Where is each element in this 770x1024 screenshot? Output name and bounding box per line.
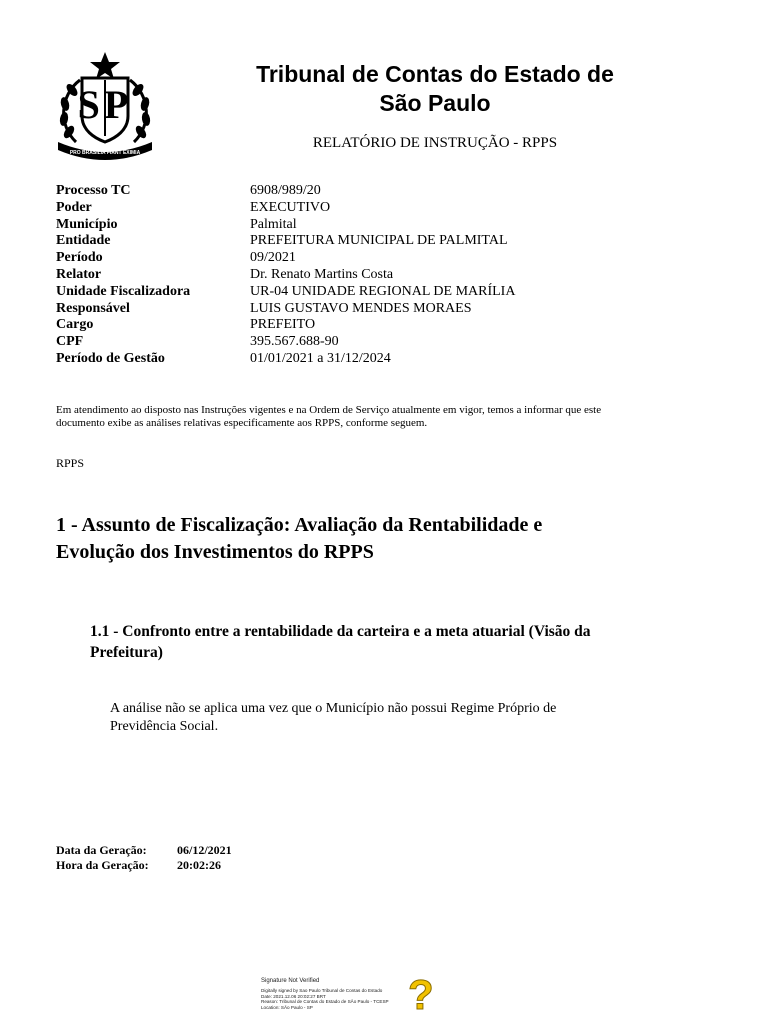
subsection-body-line-1: A análise não se aplica uma vez que o Município não possui Regime Próprio de bbox=[110, 701, 557, 716]
info-label: Cargo bbox=[56, 317, 94, 333]
info-value: Palmital bbox=[250, 216, 297, 232]
info-row bbox=[56, 267, 515, 284]
info-row bbox=[56, 200, 515, 217]
info-label: Processo TC bbox=[56, 183, 131, 198]
info-label: Período de Gestão bbox=[56, 350, 165, 366]
section-heading-line-2: Evolução dos Investimentos do RPPS bbox=[56, 541, 374, 563]
generation-date-row bbox=[56, 843, 232, 858]
generation-time-value: 20:02:26 bbox=[177, 858, 221, 872]
generation-date-value: 06/12/2021 bbox=[177, 843, 232, 857]
process-info-table bbox=[56, 183, 515, 368]
signature-signed-by: Digitally signed by Sao Paulo Tribunal de Contas do Estado bbox=[261, 988, 383, 993]
signature-location: Location: SÃo Paulo - SP bbox=[261, 1004, 313, 1010]
generation-info bbox=[56, 843, 232, 873]
info-value: PREFEITURA MUNICIPAL DE PALMITAL bbox=[250, 233, 508, 249]
title-line-1: Tribunal de Contas do Estado de bbox=[256, 61, 614, 87]
signature-status: Signature Not Verified bbox=[261, 978, 320, 984]
generation-time-label: Hora da Geração: bbox=[56, 858, 149, 872]
info-label: Responsável bbox=[56, 300, 130, 316]
info-row bbox=[56, 351, 515, 368]
info-label: Relator bbox=[56, 266, 102, 282]
intro-paragraph bbox=[56, 404, 706, 430]
info-value: EXECUTIVO bbox=[250, 199, 331, 215]
seal-letters: SP bbox=[77, 82, 133, 127]
svg-text:PRO BRASILIA FIANT EXIMIA: PRO BRASILIA FIANT EXIMIA bbox=[69, 150, 141, 156]
generation-date-label: Data da Geração: bbox=[56, 843, 147, 857]
subsection-heading bbox=[90, 621, 710, 663]
info-row bbox=[56, 250, 515, 267]
digital-signature-block[interactable] bbox=[261, 977, 431, 1010]
title-line-2: São Paulo bbox=[379, 90, 491, 116]
section-heading bbox=[56, 512, 696, 566]
info-value: UR-04 UNIDADE REGIONAL DE MARÍLIA bbox=[250, 283, 516, 299]
info-value: PREFEITO bbox=[250, 317, 316, 333]
section-label: RPPS bbox=[56, 456, 85, 470]
info-value: LUIS GUSTAVO MENDES MORAES bbox=[250, 300, 472, 316]
info-label: Período bbox=[56, 250, 103, 266]
info-label: Município bbox=[56, 216, 118, 232]
subsection-body bbox=[110, 700, 670, 736]
subsection-heading-line-1: 1.1 - Confronto entre a rentabilidade da carteira e a meta atuarial (Visão da bbox=[90, 623, 591, 640]
info-value: 09/2021 bbox=[250, 250, 296, 266]
signature-reason: Reason: Tribunal de Contas do Estado de SÃo Paulo - TCESP bbox=[261, 999, 389, 1005]
info-row bbox=[56, 334, 515, 351]
question-mark-icon[interactable]: ? bbox=[408, 971, 434, 1018]
info-row bbox=[56, 317, 515, 334]
subsection-heading-line-2: Prefeitura) bbox=[90, 644, 163, 661]
info-row bbox=[56, 233, 515, 250]
info-row bbox=[56, 301, 515, 318]
section-heading-line-1: 1 - Assunto de Fiscalização: Avaliação da Rentabilidade e bbox=[56, 514, 543, 536]
info-label: Unidade Fiscalizadora bbox=[56, 283, 191, 299]
info-label: Entidade bbox=[56, 233, 111, 249]
sp-coat-of-arms-seal bbox=[52, 50, 158, 162]
info-row bbox=[56, 217, 515, 234]
info-value: 395.567.688-90 bbox=[250, 334, 339, 350]
info-value: 6908/989/20 bbox=[250, 183, 321, 198]
info-row bbox=[56, 183, 515, 200]
info-value: Dr. Renato Martins Costa bbox=[250, 266, 394, 282]
info-row bbox=[56, 284, 515, 301]
info-value: 01/01/2021 a 31/12/2024 bbox=[250, 350, 391, 366]
info-label: CPF bbox=[56, 334, 84, 350]
document-title bbox=[200, 60, 670, 118]
signature-date: Date: 2021.12.06 20:02:27 BRT bbox=[261, 993, 326, 999]
report-subtitle: RELATÓRIO DE INSTRUÇÃO - RPPS bbox=[312, 135, 558, 151]
intro-line-2: documento exibe as análises relativas especificamente aos RPPS, conforme seguem. bbox=[56, 417, 428, 429]
intro-line-1: Em atendimento ao disposto nas Instruções vigentes e na Ordem de Serviço atualmente em vigor, temos a informar que este bbox=[56, 404, 602, 416]
subsection-body-line-2: Previdência Social. bbox=[110, 719, 219, 734]
info-label: Poder bbox=[56, 199, 92, 215]
generation-time-row bbox=[56, 858, 232, 873]
